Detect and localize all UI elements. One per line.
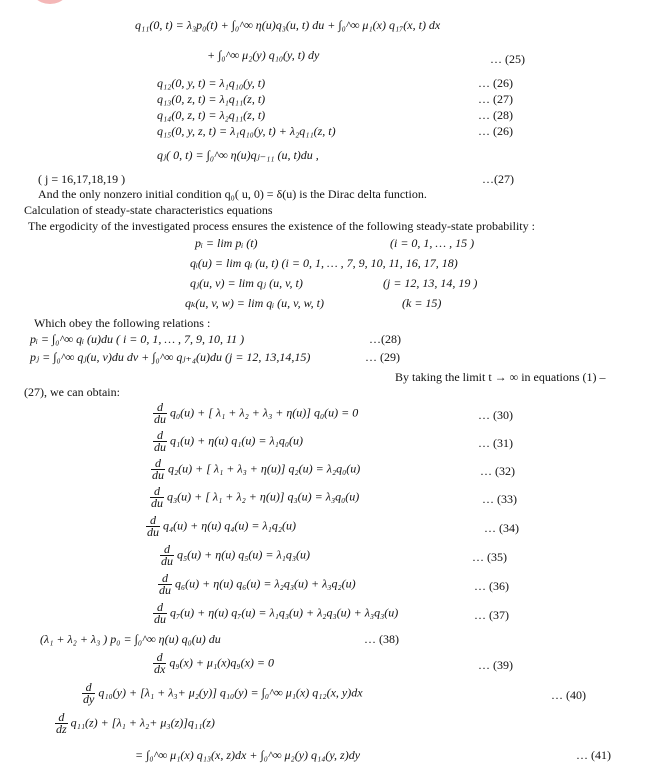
derivative-operator: $\frac{d}{dz}$ [56, 710, 67, 736]
derivative-operator: $\frac{d}{du}$ [154, 400, 166, 426]
initial-condition-text: And the only nonzero initial condition q₀( u, 0) = δ(u) is the Dirac delta function. [38, 187, 427, 201]
equation-30: $\frac{d}{du}$ q₀(u) + [ λ₁ + λ₂ + λ₃ + η(u)] q₀(u) = 0 [154, 400, 359, 426]
limit-q-uv: qⱼ(u, v) = lim qⱼ (u, v, t) [190, 276, 303, 290]
limit-text: By taking the limit t → ∞ in equations (1) – [395, 370, 606, 384]
equation-26: q₁₂(0, y, t) = λ₁q₁₀(y, t) [157, 76, 266, 90]
equation-26b: q₁₅(0, y, z, t) = λ₁q₁₀(y, t) + λ₂q₁₁(z, t) [157, 124, 336, 138]
equation-35: $\frac{d}{du}$ q₅(u) + η(u) q₅(u) = λ₁q₃(u) [161, 542, 311, 568]
equation-25-line1: q₁₁(0, t) = λ₃p₀(t) + ∫₀^∞ η(u)q₃(u, t) du + ∫₀^∞ μ₁(x) q₁₇(x, t) dx [135, 18, 441, 32]
equation-number-38: … (38) [364, 632, 399, 646]
equation-number-31: … (31) [478, 436, 513, 450]
equation-number-29: … (29) [365, 350, 400, 364]
ergodicity-text: The ergodicity of the investigated process ensures the existence of the following steady-state probability : [28, 219, 535, 233]
equation-number-27: … (27) [478, 92, 513, 106]
equation-number-33: … (33) [482, 492, 517, 506]
equation-31: $\frac{d}{du}$ q₁(u) + η(u) q₁(u) = λ₁q₀(u) [154, 428, 304, 454]
equation-41-line2: = ∫₀^∞ μ₁(x) q₁₃(x, z)dx + ∫₀^∞ μ₂(y) q₁₄(y, z)dy [135, 748, 361, 762]
equation-number-30: … (30) [478, 408, 513, 422]
obtain-text: (27), we can obtain: [24, 385, 120, 399]
derivative-operator: $\frac{d}{dy}$ [83, 680, 95, 706]
equation-39: $\frac{d}{dx}$ q₉(x) + μ₁(x)q₉(x) = 0 [154, 650, 275, 676]
equation-number-36: … (36) [474, 579, 509, 593]
derivative-operator: $\frac{d}{du}$ [161, 542, 173, 568]
equation-number-40: … (40) [551, 688, 586, 702]
equation-28b: pᵢ = ∫₀^∞ qᵢ (u)du ( i = 0, 1, … , 7, 9, 10, 11 ) [30, 332, 245, 346]
equation-29: pⱼ = ∫₀^∞ qⱼ(u, v)du dv + ∫₀^∞ qⱼ₊₄(u)du (j = 12, 13,14,15) [30, 350, 311, 364]
equation-36: $\frac{d}{du}$ q₆(u) + η(u) q₆(u) = λ₂q₃(u) + λ₃q₂(u) [159, 571, 356, 597]
equation-number-27b: …(27) [482, 172, 514, 186]
derivative-operator: $\frac{d}{du}$ [147, 513, 159, 539]
derivative-operator: $\frac{d}{du}$ [151, 484, 163, 510]
equation-33: $\frac{d}{du}$ q₃(u) + [ λ₁ + λ₂ + η(u)] q₃(u) = λ₃q₀(u) [151, 484, 360, 510]
equation-number-41: … (41) [576, 748, 611, 762]
derivative-operator: $\frac{d}{du}$ [154, 600, 166, 626]
equation-32: $\frac{d}{du}$ q₂(u) + [ λ₁ + λ₃ + η(u)] q₂(u) = λ₂q₀(u) [152, 456, 361, 482]
equation-number-25: … (25) [490, 52, 525, 66]
equation-38: (λ₁ + λ₂ + λ₃ ) p₀ = ∫₀^∞ η(u) q₀(u) du [40, 632, 221, 646]
limit-q-uvw: qₖ(u, v, w) = lim qᵢ (u, v, w, t) [185, 296, 325, 310]
limit-p: pᵢ = lim pᵢ (t) [195, 236, 258, 250]
derivative-operator: $\frac{d}{du}$ [152, 456, 164, 482]
equation-number-34: … (34) [484, 521, 519, 535]
equation-number-28: … (28) [478, 108, 513, 122]
equation-28: q₁₄(0, z, t) = λ₂q₁₁(z, t) [157, 108, 266, 122]
header-logo [28, 0, 72, 4]
derivative-operator: $\frac{d}{du}$ [159, 571, 171, 597]
equation-number-37: … (37) [474, 608, 509, 622]
equation-37: $\frac{d}{du}$ q₇(u) + η(u) q₇(u) = λ₁q₃(u) + λ₂q₃(u) + λ₃q₃(u) [154, 600, 399, 626]
equation-number-35: … (35) [472, 550, 507, 564]
derivative-operator: $\frac{d}{dx}$ [154, 650, 166, 676]
equation-number-28b: …(28) [369, 332, 401, 346]
limit-p-range: (i = 0, 1, … , 15 ) [390, 236, 475, 250]
equation-number-26: … (26) [478, 76, 513, 90]
equation-number-32: … (32) [480, 464, 515, 478]
limit-q-uvw-range: (k = 15) [402, 296, 442, 310]
equation-34: $\frac{d}{du}$ q₄(u) + η(u) q₄(u) = λ₁q₂(u) [147, 513, 297, 539]
equation-41-line1: $\frac{d}{dz}$ q₁₁(z) + [λ₁ + λ₂+ μ₃(z)]q₁₁(z) [56, 710, 215, 736]
derivative-operator: $\frac{d}{du}$ [154, 428, 166, 454]
index-range-j: ( j = 16,17,18,19 ) [38, 172, 126, 186]
equation-40: $\frac{d}{dy}$ q₁₀(y) + [λ₁ + λ₃+ μ₂(y)] q₁₀(y) = ∫₀^∞ μ₁(x) q₁₂(x, y)dx [83, 680, 363, 706]
limit-q-u: qᵢ(u) = lim qᵢ (u, t) (i = 0, 1, … , 7, 9, 10, 11, 16, 17, 18) [190, 256, 458, 270]
equation-25-line2: + ∫₀^∞ μ₂(y) q₁₀(y, t) dy [207, 48, 320, 62]
relations-text: Which obey the following relations : [34, 316, 211, 330]
equation-boundary-j: qⱼ( 0, t) = ∫₀^∞ η(u)qⱼ₋₁₁ (u, t)du , [157, 148, 319, 162]
equation-27: q₁₃(0, z, t) = λ₁q₁₁(z, t) [157, 92, 266, 106]
equation-number-39: … (39) [478, 658, 513, 672]
section-heading: Calculation of steady-state characteristics equations [24, 203, 273, 217]
equation-number-26b: … (26) [478, 124, 513, 138]
limit-q-uv-range: (j = 12, 13, 14, 19 ) [383, 276, 478, 290]
